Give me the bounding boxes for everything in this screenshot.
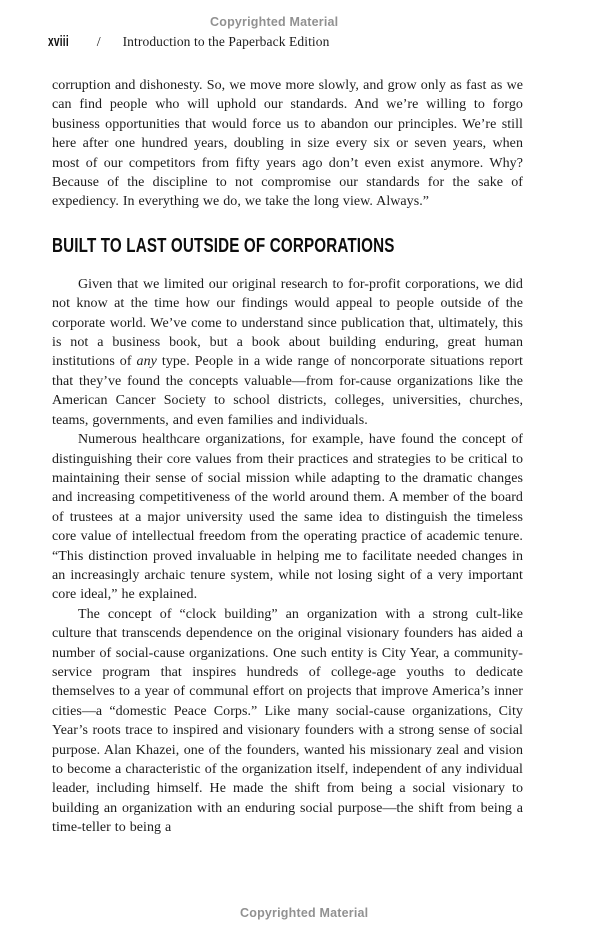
page-header bbox=[48, 33, 558, 51]
page-number: xviii bbox=[48, 33, 69, 50]
body-text: Given that we limited our original research to for-profit corporations, we did not know at the time how our findings would appeal to people outside of the corporate world. We’ve come to understand since publication that, ultimately, this is not a business book, but a book about building enduring, great human institutions of bbox=[52, 276, 523, 370]
section-heading: BUILT TO LAST OUTSIDE OF CORPORATIONS bbox=[52, 234, 395, 257]
copyright-notice-top: Copyrighted Material bbox=[210, 15, 339, 29]
header-separator: / bbox=[96, 35, 101, 50]
body-text: corruption and dishonesty. So, we move more slowly, and grow only as fast as we can find people who will uphold our standards. And we’re willing to forgo business opportunities that would force us to abandon our principles. We’re still here after one hundred years, doubling in size every six or seven years, when most of our competitors from fifty years ago don’t even exist anymore. Why? Because of the discipline to not compromise our standards for the sake of expediency. In everything we do, we take the long view. Always.” bbox=[52, 78, 523, 210]
body-text: Numerous healthcare organizations, for example, have found the concept of distinguishing their core values from their practices and strategies to be critical to maintaining their sense of social mission while adapting to the dramatic changes and increasing competitiveness of the world around them. A member of the board of trustees at a major university used the same idea to distinguish the timeless core value of intellectual freedom from the operating practice of academic tenure. “This distinction proved invaluable in helping me to facilitate needed changes in an increasingly archaic tenure system, while not losing sight of a very important core ideal,” he explained. bbox=[52, 432, 523, 603]
body-text: The concept of “clock building” an organization with a strong cult-like culture that transcends dependence on the original visionary founders has aided a number of social-cause organizations. One such entity is City Year, a community-service program that inspires hundreds of college-age youths to dedicate themselves to a year of communal effort on projects that improve America’s inner cities—a “domestic Peace Corps.” Like many social-cause organizations, City Year’s roots trace to inspired and visionary founders with a strong sense of social purpose. Alan Khazei, one of the founders, wanted his missionary zeal and vision to become a characteristic of the organization itself, independent of any individual leader, including himself. He made the shift from being a social visionary to building an organization with an enduring social purpose—the shift from being a time-teller to being a bbox=[52, 606, 523, 836]
paragraph bbox=[52, 605, 523, 838]
copyright-notice-bottom: Copyrighted Material bbox=[240, 906, 369, 920]
paragraph bbox=[52, 430, 523, 605]
page-content bbox=[52, 76, 523, 838]
paragraph bbox=[52, 275, 523, 430]
emphasized-text: any bbox=[136, 354, 157, 370]
body-text: type. People in a wide range of noncorporate situations report that they’ve found the concepts valuable—from for-cause organizations like the American Cancer Society to school districts, colleges, universities, churches, teams, governments, and even families and individuals. bbox=[52, 354, 523, 428]
running-head: Introduction to the Paperback Edition bbox=[122, 34, 330, 49]
paragraph bbox=[52, 76, 523, 212]
